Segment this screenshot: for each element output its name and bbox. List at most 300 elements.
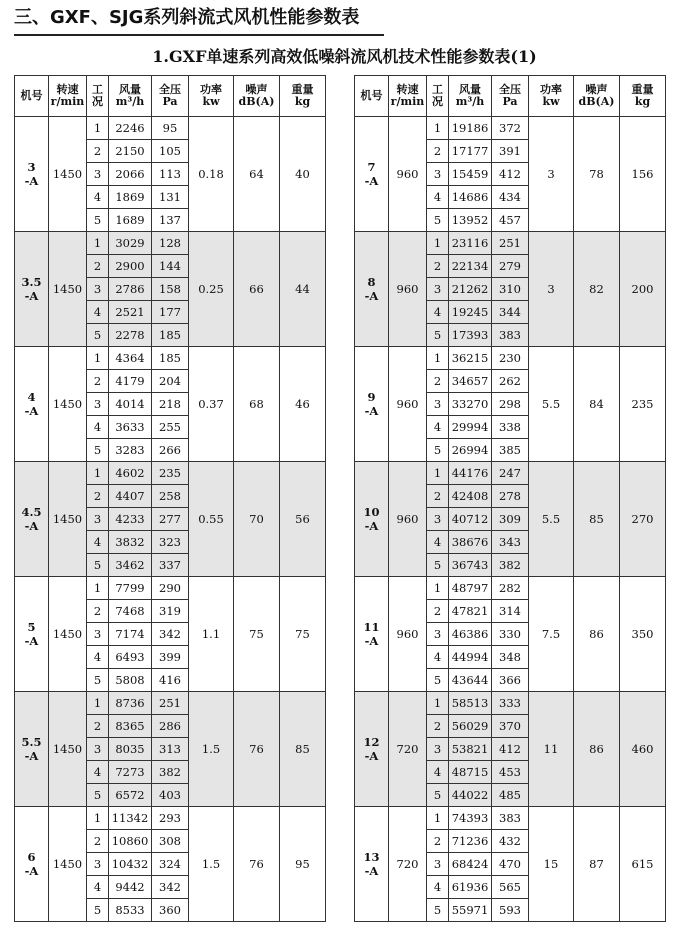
speed-cell: 960 xyxy=(389,117,427,232)
pressure-cell: 385 xyxy=(492,439,529,462)
pressure-cell: 309 xyxy=(492,508,529,531)
header-condition-line2: 况 xyxy=(432,95,443,108)
table-row xyxy=(15,347,326,370)
condition-cell: 4 xyxy=(427,416,449,439)
condition-cell: 5 xyxy=(427,324,449,347)
pressure-cell: 344 xyxy=(492,301,529,324)
flow-cell: 7174 xyxy=(109,623,152,646)
header-weight-line2: kg xyxy=(294,95,311,108)
header-weight-line2: kg xyxy=(634,95,651,108)
header-flow-line2: m³/h xyxy=(455,95,485,108)
flow-cell: 23116 xyxy=(449,232,492,255)
condition-cell: 1 xyxy=(427,347,449,370)
condition-cell: 5 xyxy=(87,554,109,577)
condition-cell: 4 xyxy=(87,416,109,439)
pressure-cell: 255 xyxy=(152,416,189,439)
header-pressure-line2: Pa xyxy=(162,95,178,108)
condition-cell: 3 xyxy=(87,278,109,301)
noise-cell: 86 xyxy=(574,577,620,692)
condition-cell: 4 xyxy=(427,646,449,669)
weight-cell: 44 xyxy=(280,232,326,347)
model-number: 7 xyxy=(367,160,376,174)
condition-cell: 1 xyxy=(87,347,109,370)
spec-table-right xyxy=(354,75,666,922)
pressure-cell: 343 xyxy=(492,531,529,554)
flow-cell: 8736 xyxy=(109,692,152,715)
flow-cell: 34657 xyxy=(449,370,492,393)
header-weight xyxy=(280,76,326,117)
condition-cell: 5 xyxy=(427,899,449,922)
weight-cell: 350 xyxy=(620,577,666,692)
pressure-cell: 485 xyxy=(492,784,529,807)
noise-cell: 75 xyxy=(234,577,280,692)
power-cell: 7.5 xyxy=(529,577,574,692)
flow-cell: 7799 xyxy=(109,577,152,600)
flow-cell: 2246 xyxy=(109,117,152,140)
flow-cell: 33270 xyxy=(449,393,492,416)
flow-cell: 48715 xyxy=(449,761,492,784)
condition-cell: 3 xyxy=(427,738,449,761)
weight-cell: 46 xyxy=(280,347,326,462)
header-flow-line1: 风量 xyxy=(459,83,481,96)
flow-cell: 4179 xyxy=(109,370,152,393)
flow-cell: 4014 xyxy=(109,393,152,416)
header-condition-line1: 工 xyxy=(92,83,103,96)
header-speed-line2: r/min xyxy=(50,95,85,108)
pressure-cell: 383 xyxy=(492,807,529,830)
speed-cell: 960 xyxy=(389,347,427,462)
header-noise xyxy=(234,76,280,117)
condition-cell: 4 xyxy=(87,186,109,209)
table-row xyxy=(355,577,666,600)
pressure-cell: 279 xyxy=(492,255,529,278)
noise-cell: 76 xyxy=(234,807,280,922)
pressure-cell: 204 xyxy=(152,370,189,393)
weight-cell: 85 xyxy=(280,692,326,807)
pressure-cell: 258 xyxy=(152,485,189,508)
condition-cell: 4 xyxy=(87,301,109,324)
flow-cell: 2521 xyxy=(109,301,152,324)
condition-cell: 3 xyxy=(87,853,109,876)
condition-cell: 4 xyxy=(427,301,449,324)
model-number: 4 xyxy=(27,390,36,404)
header-speed xyxy=(49,76,87,117)
model-cell xyxy=(15,577,49,692)
condition-cell: 3 xyxy=(427,393,449,416)
condition-cell: 1 xyxy=(427,462,449,485)
header-power xyxy=(529,76,574,117)
flow-cell: 26994 xyxy=(449,439,492,462)
header-speed xyxy=(389,76,427,117)
condition-cell: 3 xyxy=(87,738,109,761)
power-cell: 0.55 xyxy=(189,462,234,577)
flow-cell: 38676 xyxy=(449,531,492,554)
pressure-cell: 298 xyxy=(492,393,529,416)
pressure-cell: 313 xyxy=(152,738,189,761)
table-row xyxy=(15,117,326,140)
pressure-cell: 470 xyxy=(492,853,529,876)
pressure-cell: 366 xyxy=(492,669,529,692)
flow-cell: 3633 xyxy=(109,416,152,439)
condition-cell: 5 xyxy=(87,209,109,232)
header-row xyxy=(355,76,666,117)
condition-cell: 2 xyxy=(427,370,449,393)
table-row xyxy=(15,692,326,715)
model-cell xyxy=(15,347,49,462)
condition-cell: 5 xyxy=(427,209,449,232)
condition-cell: 5 xyxy=(427,554,449,577)
pressure-cell: 399 xyxy=(152,646,189,669)
pressure-cell: 348 xyxy=(492,646,529,669)
power-cell: 0.25 xyxy=(189,232,234,347)
pressure-cell: 266 xyxy=(152,439,189,462)
pressure-cell: 314 xyxy=(492,600,529,623)
model-suffix: -A xyxy=(24,634,39,648)
condition-cell: 4 xyxy=(427,531,449,554)
weight-cell: 156 xyxy=(620,117,666,232)
model-cell xyxy=(355,232,389,347)
condition-cell: 5 xyxy=(87,439,109,462)
flow-cell: 2900 xyxy=(109,255,152,278)
pressure-cell: 310 xyxy=(492,278,529,301)
pressure-cell: 290 xyxy=(152,577,189,600)
weight-cell: 75 xyxy=(280,577,326,692)
flow-cell: 17393 xyxy=(449,324,492,347)
flow-cell: 44994 xyxy=(449,646,492,669)
pressure-cell: 278 xyxy=(492,485,529,508)
condition-cell: 1 xyxy=(87,117,109,140)
condition-cell: 1 xyxy=(427,232,449,255)
model-suffix: -A xyxy=(364,864,379,878)
model-number: 3 xyxy=(27,160,36,174)
pressure-cell: 323 xyxy=(152,531,189,554)
flow-cell: 11342 xyxy=(109,807,152,830)
weight-cell: 95 xyxy=(280,807,326,922)
model-suffix: -A xyxy=(24,519,39,533)
model-cell xyxy=(355,117,389,232)
section-title: 三、GXF、SJG系列斜流式风机性能参数表 xyxy=(14,4,384,36)
pressure-cell: 308 xyxy=(152,830,189,853)
flow-cell: 1689 xyxy=(109,209,152,232)
model-suffix: -A xyxy=(24,749,39,763)
flow-cell: 10860 xyxy=(109,830,152,853)
header-power-line2: kw xyxy=(202,95,220,108)
pressure-cell: 403 xyxy=(152,784,189,807)
flow-cell: 3832 xyxy=(109,531,152,554)
weight-cell: 270 xyxy=(620,462,666,577)
pressure-cell: 262 xyxy=(492,370,529,393)
speed-cell: 1450 xyxy=(49,577,87,692)
speed-cell: 720 xyxy=(389,807,427,922)
pressure-cell: 251 xyxy=(492,232,529,255)
model-cell xyxy=(15,692,49,807)
condition-cell: 5 xyxy=(427,784,449,807)
power-cell: 1.1 xyxy=(189,577,234,692)
header-power-line2: kw xyxy=(542,95,560,108)
noise-cell: 64 xyxy=(234,117,280,232)
table-row xyxy=(355,462,666,485)
condition-cell: 3 xyxy=(87,393,109,416)
header-pressure-line1: 全压 xyxy=(159,83,181,96)
header-pressure xyxy=(492,76,529,117)
model-suffix: -A xyxy=(364,404,379,418)
header-model: 机号 xyxy=(15,76,49,117)
power-cell: 11 xyxy=(529,692,574,807)
pressure-cell: 333 xyxy=(492,692,529,715)
condition-cell: 4 xyxy=(87,646,109,669)
pressure-cell: 277 xyxy=(152,508,189,531)
speed-cell: 1450 xyxy=(49,347,87,462)
header-power xyxy=(189,76,234,117)
model-number: 11 xyxy=(363,620,380,634)
header-weight-line1: 重量 xyxy=(291,83,314,96)
speed-cell: 1450 xyxy=(49,117,87,232)
condition-cell: 1 xyxy=(427,692,449,715)
header-speed-line2: r/min xyxy=(390,95,425,108)
pressure-cell: 177 xyxy=(152,301,189,324)
header-condition xyxy=(427,76,449,117)
pressure-cell: 131 xyxy=(152,186,189,209)
table-row xyxy=(15,577,326,600)
pressure-cell: 391 xyxy=(492,140,529,163)
noise-cell: 66 xyxy=(234,232,280,347)
model-suffix: -A xyxy=(364,634,379,648)
header-flow-line2: m³/h xyxy=(115,95,145,108)
model-number: 10 xyxy=(363,505,380,519)
flow-cell: 19245 xyxy=(449,301,492,324)
speed-cell: 720 xyxy=(389,692,427,807)
flow-cell: 9442 xyxy=(109,876,152,899)
flow-cell: 55971 xyxy=(449,899,492,922)
header-power-line1: 功率 xyxy=(200,83,222,96)
model-cell xyxy=(15,807,49,922)
model-number: 12 xyxy=(363,735,380,749)
pressure-cell: 434 xyxy=(492,186,529,209)
noise-cell: 87 xyxy=(574,807,620,922)
header-model: 机号 xyxy=(355,76,389,117)
condition-cell: 2 xyxy=(87,600,109,623)
condition-cell: 4 xyxy=(87,761,109,784)
flow-cell: 43644 xyxy=(449,669,492,692)
model-cell xyxy=(15,232,49,347)
header-flow xyxy=(449,76,492,117)
condition-cell: 1 xyxy=(427,577,449,600)
flow-cell: 40712 xyxy=(449,508,492,531)
model-cell xyxy=(355,692,389,807)
spec-table-left xyxy=(14,75,326,922)
power-cell: 15 xyxy=(529,807,574,922)
pressure-cell: 319 xyxy=(152,600,189,623)
pressure-cell: 158 xyxy=(152,278,189,301)
table-row xyxy=(355,692,666,715)
model-suffix: -A xyxy=(24,864,39,878)
flow-cell: 8365 xyxy=(109,715,152,738)
header-condition-line1: 工 xyxy=(432,83,443,96)
model-suffix: -A xyxy=(364,174,379,188)
model-number: 4.5 xyxy=(21,505,42,519)
power-cell: 1.5 xyxy=(189,807,234,922)
pressure-cell: 337 xyxy=(152,554,189,577)
header-noise-line1: 噪声 xyxy=(585,83,608,96)
flow-cell: 44022 xyxy=(449,784,492,807)
power-cell: 0.18 xyxy=(189,117,234,232)
condition-cell: 5 xyxy=(87,784,109,807)
model-number: 13 xyxy=(363,850,380,864)
model-suffix: -A xyxy=(24,404,39,418)
table-row xyxy=(15,232,326,255)
pressure-cell: 372 xyxy=(492,117,529,140)
header-pressure-line1: 全压 xyxy=(499,83,521,96)
power-cell: 3 xyxy=(529,117,574,232)
condition-cell: 2 xyxy=(427,140,449,163)
model-cell xyxy=(15,462,49,577)
condition-cell: 3 xyxy=(427,508,449,531)
flow-cell: 8035 xyxy=(109,738,152,761)
table-row xyxy=(15,462,326,485)
header-row xyxy=(15,76,326,117)
noise-cell: 70 xyxy=(234,462,280,577)
condition-cell: 2 xyxy=(427,255,449,278)
header-flow-line1: 风量 xyxy=(119,83,141,96)
weight-cell: 615 xyxy=(620,807,666,922)
flow-cell: 6493 xyxy=(109,646,152,669)
header-pressure xyxy=(152,76,189,117)
pressure-cell: 370 xyxy=(492,715,529,738)
power-cell: 5.5 xyxy=(529,462,574,577)
condition-cell: 2 xyxy=(87,140,109,163)
pressure-cell: 342 xyxy=(152,623,189,646)
flow-cell: 4233 xyxy=(109,508,152,531)
model-suffix: -A xyxy=(24,174,39,188)
weight-cell: 460 xyxy=(620,692,666,807)
pressure-cell: 382 xyxy=(152,761,189,784)
pressure-cell: 144 xyxy=(152,255,189,278)
power-cell: 3 xyxy=(529,232,574,347)
weight-cell: 40 xyxy=(280,117,326,232)
condition-cell: 2 xyxy=(87,255,109,278)
condition-cell: 2 xyxy=(87,485,109,508)
condition-cell: 2 xyxy=(87,830,109,853)
model-suffix: -A xyxy=(364,749,379,763)
noise-cell: 68 xyxy=(234,347,280,462)
flow-cell: 29994 xyxy=(449,416,492,439)
pressure-cell: 453 xyxy=(492,761,529,784)
speed-cell: 960 xyxy=(389,577,427,692)
speed-cell: 960 xyxy=(389,232,427,347)
flow-cell: 36215 xyxy=(449,347,492,370)
condition-cell: 3 xyxy=(87,508,109,531)
weight-cell: 56 xyxy=(280,462,326,577)
flow-cell: 2278 xyxy=(109,324,152,347)
header-condition xyxy=(87,76,109,117)
header-power-line1: 功率 xyxy=(540,83,562,96)
flow-cell: 7273 xyxy=(109,761,152,784)
noise-cell: 85 xyxy=(574,462,620,577)
pressure-cell: 382 xyxy=(492,554,529,577)
model-number: 3.5 xyxy=(21,275,42,289)
model-cell xyxy=(355,462,389,577)
pressure-cell: 416 xyxy=(152,669,189,692)
noise-cell: 86 xyxy=(574,692,620,807)
condition-cell: 5 xyxy=(427,439,449,462)
condition-cell: 1 xyxy=(87,232,109,255)
condition-cell: 1 xyxy=(427,117,449,140)
pressure-cell: 412 xyxy=(492,163,529,186)
model-suffix: -A xyxy=(24,289,39,303)
pressure-cell: 324 xyxy=(152,853,189,876)
model-number: 6 xyxy=(27,850,36,864)
flow-cell: 48797 xyxy=(449,577,492,600)
table-row xyxy=(15,807,326,830)
model-cell xyxy=(355,577,389,692)
power-cell: 5.5 xyxy=(529,347,574,462)
flow-cell: 4602 xyxy=(109,462,152,485)
pressure-cell: 235 xyxy=(152,462,189,485)
pressure-cell: 113 xyxy=(152,163,189,186)
condition-cell: 3 xyxy=(87,623,109,646)
flow-cell: 5808 xyxy=(109,669,152,692)
flow-cell: 2150 xyxy=(109,140,152,163)
condition-cell: 3 xyxy=(87,163,109,186)
condition-cell: 1 xyxy=(427,807,449,830)
flow-cell: 6572 xyxy=(109,784,152,807)
pressure-cell: 247 xyxy=(492,462,529,485)
condition-cell: 5 xyxy=(427,669,449,692)
speed-cell: 1450 xyxy=(49,232,87,347)
header-condition-line2: 况 xyxy=(92,95,103,108)
flow-cell: 58513 xyxy=(449,692,492,715)
condition-cell: 2 xyxy=(427,715,449,738)
flow-cell: 21262 xyxy=(449,278,492,301)
pressure-cell: 185 xyxy=(152,347,189,370)
flow-cell: 36743 xyxy=(449,554,492,577)
pressure-cell: 593 xyxy=(492,899,529,922)
pressure-cell: 105 xyxy=(152,140,189,163)
condition-cell: 1 xyxy=(87,577,109,600)
weight-cell: 235 xyxy=(620,347,666,462)
condition-cell: 4 xyxy=(87,531,109,554)
pressure-cell: 230 xyxy=(492,347,529,370)
header-noise-line1: 噪声 xyxy=(245,83,268,96)
header-weight-line1: 重量 xyxy=(631,83,654,96)
pressure-cell: 360 xyxy=(152,899,189,922)
pressure-cell: 457 xyxy=(492,209,529,232)
flow-cell: 17177 xyxy=(449,140,492,163)
pressure-cell: 338 xyxy=(492,416,529,439)
flow-cell: 71236 xyxy=(449,830,492,853)
condition-cell: 2 xyxy=(87,715,109,738)
pressure-cell: 342 xyxy=(152,876,189,899)
flow-cell: 3462 xyxy=(109,554,152,577)
weight-cell: 200 xyxy=(620,232,666,347)
flow-cell: 15459 xyxy=(449,163,492,186)
pressure-cell: 128 xyxy=(152,232,189,255)
condition-cell: 4 xyxy=(87,876,109,899)
flow-cell: 46386 xyxy=(449,623,492,646)
pressure-cell: 185 xyxy=(152,324,189,347)
model-cell xyxy=(15,117,49,232)
pressure-cell: 282 xyxy=(492,577,529,600)
flow-cell: 68424 xyxy=(449,853,492,876)
condition-cell: 4 xyxy=(427,761,449,784)
condition-cell: 1 xyxy=(87,807,109,830)
noise-cell: 84 xyxy=(574,347,620,462)
header-noise xyxy=(574,76,620,117)
condition-cell: 2 xyxy=(427,600,449,623)
flow-cell: 61936 xyxy=(449,876,492,899)
power-cell: 1.5 xyxy=(189,692,234,807)
flow-cell: 13952 xyxy=(449,209,492,232)
